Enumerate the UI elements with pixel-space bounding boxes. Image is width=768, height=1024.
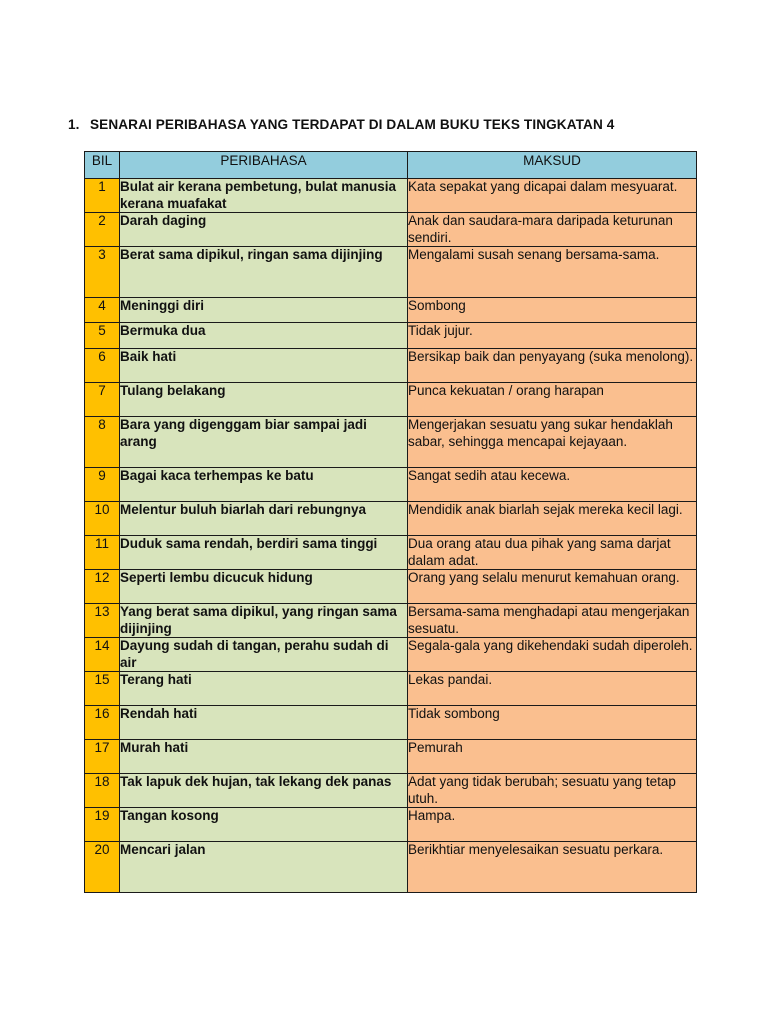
peribahasa-cell: Murah hati: [120, 740, 408, 774]
peribahasa-cell: Yang berat sama dipikul, yang ringan sama dijinjing: [120, 604, 408, 638]
maksud-cell: Punca kekuatan / orang harapan: [408, 383, 697, 417]
maksud-cell: Mengerjakan sesuatu yang sukar hendaklah sabar, sehingga mencapai kejayaan.: [408, 417, 697, 468]
table-row: [85, 179, 697, 213]
maksud-cell: Hampa.: [408, 808, 697, 842]
table-row: [85, 468, 697, 502]
row-number: 4: [85, 298, 120, 323]
header-peribahasa: PERIBAHASA: [120, 152, 408, 179]
peribahasa-cell: Bermuka dua: [120, 323, 408, 349]
table-row: [85, 323, 697, 349]
peribahasa-cell: Berat sama dipikul, ringan sama dijinjing: [120, 247, 408, 298]
proverb-table: [84, 151, 697, 893]
table-row: [85, 213, 697, 247]
row-number: 20: [85, 842, 120, 893]
row-number: 5: [85, 323, 120, 349]
row-number: 15: [85, 672, 120, 706]
row-number: 8: [85, 417, 120, 468]
row-number: 1: [85, 179, 120, 213]
title-number: 1.: [68, 117, 80, 132]
row-number: 13: [85, 604, 120, 638]
row-number: 18: [85, 774, 120, 808]
peribahasa-cell: Dayung sudah di tangan, perahu sudah di air: [120, 638, 408, 672]
table-row: [85, 417, 697, 468]
table-body: [85, 179, 697, 893]
row-number: 16: [85, 706, 120, 740]
table-row: [85, 842, 697, 893]
row-number: 7: [85, 383, 120, 417]
peribahasa-cell: Mencari jalan: [120, 842, 408, 893]
maksud-cell: Berikhtiar menyelesaikan sesuatu perkara.: [408, 842, 697, 893]
row-number: 2: [85, 213, 120, 247]
table-row: [85, 774, 697, 808]
row-number: 17: [85, 740, 120, 774]
peribahasa-cell: Bulat air kerana pembetung, bulat manusia kerana muafakat: [120, 179, 408, 213]
table-row: [85, 706, 697, 740]
peribahasa-cell: Tulang belakang: [120, 383, 408, 417]
table-row: [85, 638, 697, 672]
row-number: 12: [85, 570, 120, 604]
peribahasa-cell: Terang hati: [120, 672, 408, 706]
maksud-cell: Mendidik anak biarlah sejak mereka kecil lagi.: [408, 502, 697, 536]
maksud-cell: Kata sepakat yang dicapai dalam mesyuarat.: [408, 179, 697, 213]
maksud-cell: Dua orang atau dua pihak yang sama darjat dalam adat.: [408, 536, 697, 570]
maksud-cell: Sombong: [408, 298, 697, 323]
title-text: SENARAI PERIBAHASA YANG TERDAPAT DI DALAM BUKU TEKS TINGKATAN 4: [90, 117, 615, 132]
table-row: [85, 604, 697, 638]
table-row: [85, 570, 697, 604]
peribahasa-cell: Duduk sama rendah, berdiri sama tinggi: [120, 536, 408, 570]
maksud-cell: Sangat sedih atau kecewa.: [408, 468, 697, 502]
maksud-cell: Bersikap baik dan penyayang (suka menolong).: [408, 349, 697, 383]
maksud-cell: Mengalami susah senang bersama-sama.: [408, 247, 697, 298]
peribahasa-cell: Seperti lembu dicucuk hidung: [120, 570, 408, 604]
maksud-cell: Bersama-sama menghadapi atau mengerjakan sesuatu.: [408, 604, 697, 638]
row-number: 6: [85, 349, 120, 383]
row-number: 9: [85, 468, 120, 502]
peribahasa-cell: Bara yang digenggam biar sampai jadi arang: [120, 417, 408, 468]
peribahasa-cell: Melentur buluh biarlah dari rebungnya: [120, 502, 408, 536]
document-title: [68, 117, 614, 132]
row-number: 14: [85, 638, 120, 672]
table-row: [85, 536, 697, 570]
table-row: [85, 672, 697, 706]
table-row: [85, 298, 697, 323]
header-bil: BIL: [85, 152, 120, 179]
peribahasa-cell: Darah daging: [120, 213, 408, 247]
table-row: [85, 502, 697, 536]
row-number: 10: [85, 502, 120, 536]
table-row: [85, 383, 697, 417]
table-row: [85, 247, 697, 298]
peribahasa-cell: Baik hati: [120, 349, 408, 383]
table-row: [85, 808, 697, 842]
maksud-cell: Tidak sombong: [408, 706, 697, 740]
maksud-cell: Tidak jujur.: [408, 323, 697, 349]
peribahasa-cell: Bagai kaca terhempas ke batu: [120, 468, 408, 502]
table-row: [85, 349, 697, 383]
table-header-row: [85, 152, 697, 179]
peribahasa-cell: Rendah hati: [120, 706, 408, 740]
row-number: 19: [85, 808, 120, 842]
row-number: 3: [85, 247, 120, 298]
table-row: [85, 740, 697, 774]
maksud-cell: Orang yang selalu menurut kemahuan orang.: [408, 570, 697, 604]
maksud-cell: Lekas pandai.: [408, 672, 697, 706]
peribahasa-cell: Meninggi diri: [120, 298, 408, 323]
maksud-cell: Adat yang tidak berubah; sesuatu yang tetap utuh.: [408, 774, 697, 808]
peribahasa-cell: Tangan kosong: [120, 808, 408, 842]
peribahasa-cell: Tak lapuk dek hujan, tak lekang dek panas: [120, 774, 408, 808]
maksud-cell: Pemurah: [408, 740, 697, 774]
row-number: 11: [85, 536, 120, 570]
maksud-cell: Anak dan saudara-mara daripada keturunan sendiri.: [408, 213, 697, 247]
header-maksud: MAKSUD: [408, 152, 697, 179]
maksud-cell: Segala-gala yang dikehendaki sudah diperoleh.: [408, 638, 697, 672]
